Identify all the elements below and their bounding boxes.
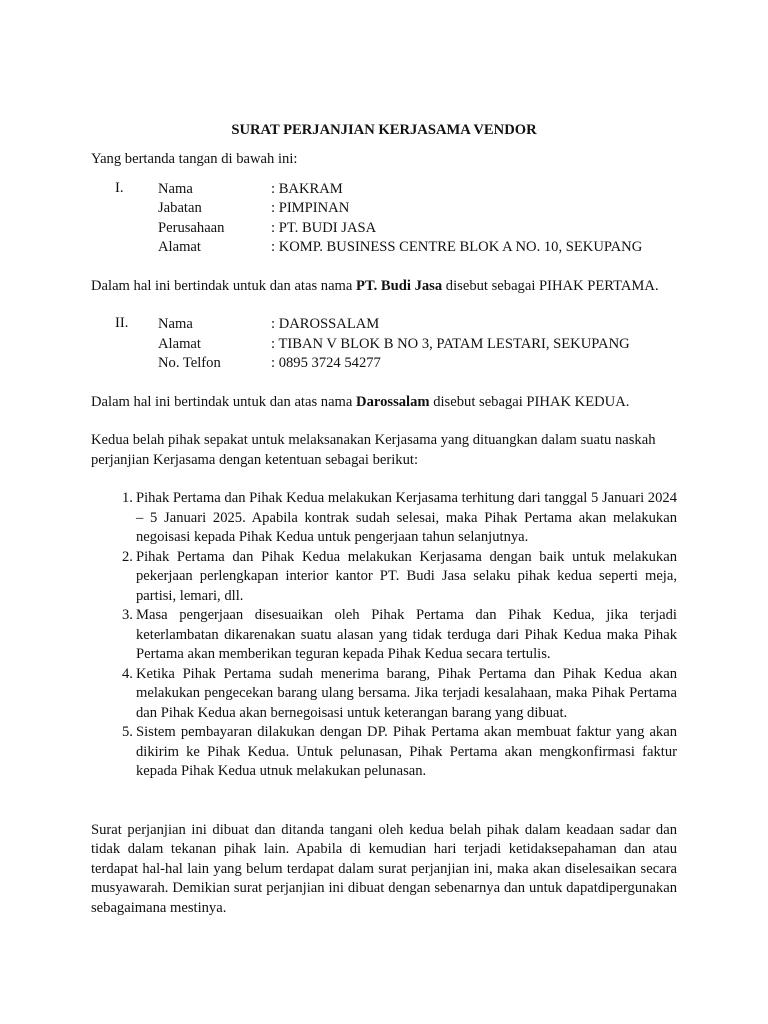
term-text: Pihak Pertama dan Pihak Kedua melakukan Kerjasama terhitung dari tanggal 5 Januari 2024 – 5 Januari 2025. Apabila kontrak sudah selesai, maka Pihak Pertama akan melakukan negoisasi kepada Pihak Kedua untuk pengerjaan tahun selanjutnya. (136, 490, 677, 545)
term-text: Pihak Pertama dan Pihak Kedua melakukan Kerjasama dengan baik untuk melakukan pekerjaan perlengkapan interior kantor PT. Budi Jasa selaku pihak kedua seperti meja, partisi, lemari, dll. (136, 548, 677, 604)
party-one-statement (91, 277, 677, 297)
statement-text: Dalam hal ini bertindak untuk dan atas nama (91, 393, 357, 410)
terms-list (91, 489, 677, 782)
agreement-intro: Kedua belah pihak sepakat untuk melaksanakan Kerjasama yang dituangkan dalam suatu naskah perjanjian Kerjasama dengan ketentuan sebagai berikut: (91, 432, 656, 468)
term-number: 3. (122, 607, 133, 623)
party-one-row (158, 199, 677, 219)
document-page (91, 120, 677, 918)
term-text: Sistem pembayaran dilakukan dengan DP. Pihak Pertama akan membuat faktur yang akan dikirim ke Pihak Kedua. Untuk pelunasan, Pihak Pertama akan mengkonfirmasi faktur kepada Pihak Kedua utnuk melakukan pelunasan. (136, 724, 677, 779)
field-label: Jabatan (158, 200, 202, 216)
field-label: Nama (158, 316, 193, 332)
field-value: : KOMP. BUSINESS CENTRE BLOK A NO. 10, SEKUPANG (271, 239, 643, 255)
field-value: : PT. BUDI JASA (271, 219, 377, 236)
statement-text: Dalam hal ini bertindak untuk dan atas nama (91, 277, 357, 294)
term-number: 1. (122, 490, 133, 506)
party-two-row (158, 354, 677, 374)
statement-text: disebut sebagai PIHAK KEDUA. (429, 393, 630, 410)
document-title: SURAT PERJANJIAN KERJASAMA VENDOR (231, 122, 537, 138)
field-label: Perusahaan (158, 219, 225, 236)
party-two-statement (91, 393, 677, 413)
list-item (91, 606, 677, 665)
closing-paragraph: Surat perjanjian ini dibuat dan ditanda tangani oleh kedua belah pihak dalam keadaan sadar dan tidak dalam tekanan pihak lain. Apabila di kemudian hari terjadi ketidaksepahaman dan atau terdapat hal-hal lain yang belum terdapat dalam surat perjanjian ini, maka akan diselesaikan secara musyawarah. Demikian surat perjanjian ini dibuat dengan sebenarnya dan untuk dapatdipergunakan sebagaimana mestinya. (91, 821, 677, 916)
party-one-row (158, 238, 677, 258)
party-one-number: I. (115, 179, 124, 196)
field-value: : 0895 3724 54277 (271, 355, 381, 371)
field-label: Alamat (158, 239, 201, 255)
party-two-name: Darossalam (356, 393, 430, 410)
intro-text: Yang bertanda tangan di bawah ini: (91, 151, 298, 167)
field-label: No. Telfon (158, 355, 221, 371)
party-two-block (91, 315, 677, 374)
field-value: : BAKRAM (271, 180, 343, 197)
list-item (91, 548, 677, 607)
field-value: : PIMPINAN (271, 200, 350, 216)
term-text: Masa pengerjaan disesuaikan oleh Pihak Pertama dan Pihak Kedua, jika terjadi keterlambatan dikarenakan suatu alasan yang tidak terduga dari Pihak Kedua maka Pihak Pertama akan memberikan teguran kepada Pihak Kedua secara tertulis. (136, 607, 677, 662)
field-label: Alamat (158, 335, 201, 352)
party-one-block (91, 180, 677, 258)
statement-text: disebut sebagai PIHAK PERTAMA. (442, 277, 659, 294)
party-one-row (158, 219, 677, 239)
list-item (91, 489, 677, 548)
party-two-row (158, 315, 677, 335)
party-one-row (158, 180, 677, 200)
field-value: : TIBAN V BLOK B NO 3, PATAM LESTARI, SEKUPANG (271, 335, 630, 352)
term-number: 4. (122, 665, 133, 682)
list-item (91, 723, 677, 782)
field-value: : DAROSSALAM (271, 316, 380, 332)
term-text: Ketika Pihak Pertama sudah menerima barang, Pihak Pertama dan Pihak Kedua akan melakukan pengecekan barang ulang bersama. Jika terjadi kesalahaan, maka Pihak Pertama dan Pihak Kedua akan bernegoisasi untuk keterangan barang yang dibuat. (136, 665, 677, 721)
term-number: 2. (122, 548, 133, 565)
term-number: 5. (122, 724, 133, 740)
list-item (91, 665, 677, 724)
party-two-row (158, 335, 677, 355)
party-two-number: II. (115, 315, 129, 331)
field-label: Nama (158, 180, 193, 197)
party-one-name: PT. Budi Jasa (356, 277, 443, 294)
